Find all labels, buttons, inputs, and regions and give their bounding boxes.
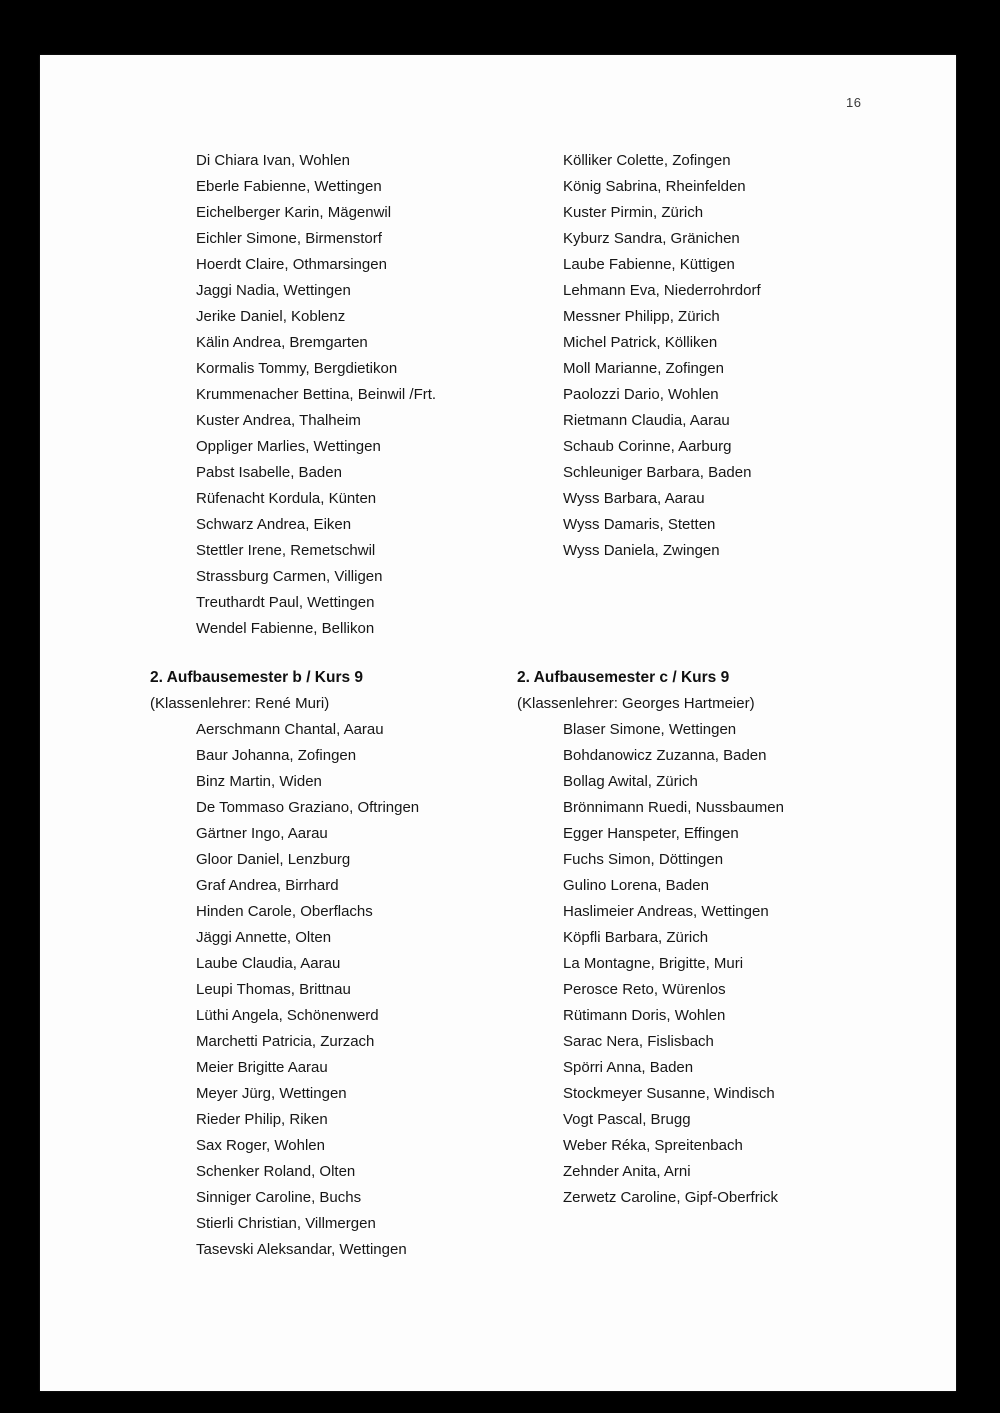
- list-item: Rieder Philip, Riken: [196, 1111, 328, 1128]
- list-item: De Tommaso Graziano, Oftringen: [196, 799, 420, 816]
- list-item: Michel Patrick, Kölliken: [563, 334, 718, 351]
- list-item: Messner Philipp, Zürich: [563, 308, 720, 325]
- list-item: Zehnder Anita, Arni: [563, 1163, 691, 1180]
- page-content: [150, 148, 884, 1263]
- list-item: Sinniger Caroline, Buchs: [196, 1189, 362, 1206]
- list-item: Graf Andrea, Birrhard: [196, 877, 339, 894]
- list-item: Perosce Reto, Würenlos: [563, 981, 726, 998]
- list-item: Meyer Jürg, Wettingen: [196, 1085, 347, 1102]
- section-heading-c: 2. Aufbausemester c / Kurs 9: [517, 669, 730, 686]
- list-item: Spörri Anna, Baden: [563, 1059, 694, 1076]
- list-item: Rietmann Claudia, Aarau: [563, 412, 730, 429]
- list-item: Kormalis Tommy, Bergdietikon: [196, 360, 398, 377]
- list-item: Kälin Andrea, Bremgarten: [196, 334, 368, 351]
- list-item: Aerschmann Chantal, Aarau: [196, 721, 384, 738]
- list-item: Eichler Simone, Birmenstorf: [196, 230, 382, 247]
- list-item: Schleuniger Barbara, Baden: [563, 464, 752, 481]
- section-aufbausemester-b: [150, 664, 517, 1263]
- list-item: Gärtner Ingo, Aarau: [196, 825, 328, 842]
- list-item: Wyss Barbara, Aarau: [563, 490, 705, 507]
- section-heading-b: 2. Aufbausemester b / Kurs 9: [150, 669, 364, 686]
- list-item: Egger Hanspeter, Effingen: [563, 825, 739, 842]
- list-item: Schaub Corinne, Aarburg: [563, 438, 732, 455]
- list-item: Köpfli Barbara, Zürich: [563, 929, 709, 946]
- list-item: Oppliger Marlies, Wettingen: [196, 438, 381, 455]
- list-item: La Montagne, Brigitte, Muri: [563, 955, 744, 972]
- list-item: Hinden Carole, Oberflachs: [196, 903, 373, 920]
- section-teacher-c: (Klassenlehrer: Georges Hartmeier): [517, 695, 755, 712]
- list-item: Sax Roger, Wohlen: [196, 1137, 325, 1154]
- list-item: Bohdanowicz Zuzanna, Baden: [563, 747, 767, 764]
- list-item: Eberle Fabienne, Wettingen: [196, 178, 382, 195]
- list-item: Vogt Pascal, Brugg: [563, 1111, 691, 1128]
- list-item: Wendel Fabienne, Bellikon: [196, 620, 375, 637]
- list-item: Jaggi Nadia, Wettingen: [196, 282, 351, 299]
- list-item: Sarac Nera, Fislisbach: [563, 1033, 714, 1050]
- list-item: Rüfenacht Kordula, Künten: [196, 490, 377, 507]
- list-item: Hoerdt Claire, Othmarsingen: [196, 256, 387, 273]
- list-item: Jerike Daniel, Koblenz: [196, 308, 346, 325]
- list-item: Di Chiara Ivan, Wohlen: [196, 152, 350, 169]
- list-item: Lehmann Eva, Niederrohrdorf: [563, 282, 761, 299]
- list-item: Kuster Pirmin, Zürich: [563, 204, 704, 221]
- list-item: Wyss Damaris, Stetten: [563, 516, 716, 533]
- list-item: Fuchs Simon, Döttingen: [563, 851, 724, 868]
- list-item: König Sabrina, Rheinfelden: [563, 178, 746, 195]
- section-aufbausemester-c: [517, 664, 884, 1263]
- list-item: Brönnimann Ruedi, Nussbaumen: [563, 799, 784, 816]
- list-item: Jäggi Annette, Olten: [196, 929, 332, 946]
- list-item: Blaser Simone, Wettingen: [563, 721, 737, 738]
- list-item: Laube Fabienne, Küttigen: [563, 256, 735, 273]
- scanned-document-page: [40, 55, 956, 1391]
- list-item: Meier Brigitte Aarau: [196, 1059, 328, 1076]
- list-item: Bollag Awital, Zürich: [563, 773, 698, 790]
- list-item: Krummenacher Bettina, Beinwil /Frt.: [196, 386, 437, 403]
- student-list-continued-left: [150, 148, 517, 642]
- list-item: Baur Johanna, Zofingen: [196, 747, 357, 764]
- page-number: 16: [846, 95, 862, 110]
- list-item: Pabst Isabelle, Baden: [196, 464, 342, 481]
- student-list-continued-right: [517, 148, 884, 642]
- list-item: Paolozzi Dario, Wohlen: [563, 386, 719, 403]
- list-item: Binz Martin, Widen: [196, 773, 322, 790]
- list-item: Rütimann Doris, Wohlen: [563, 1007, 726, 1024]
- list-item: Tasevski Aleksandar, Wettingen: [196, 1241, 407, 1258]
- list-item: Stockmeyer Susanne, Windisch: [563, 1085, 775, 1102]
- list-item: Gloor Daniel, Lenzburg: [196, 851, 351, 868]
- list-item: Kölliker Colette, Zofingen: [563, 152, 731, 169]
- list-item: Zerwetz Caroline, Gipf-Oberfrick: [563, 1189, 779, 1206]
- list-item: Gulino Lorena, Baden: [563, 877, 709, 894]
- list-item: Eichelberger Karin, Mägenwil: [196, 204, 392, 221]
- student-list-c: [517, 717, 884, 1211]
- list-item: Kyburz Sandra, Gränichen: [563, 230, 740, 247]
- list-item: Schwarz Andrea, Eiken: [196, 516, 352, 533]
- student-list-b: [150, 717, 517, 1263]
- list-item: Lüthi Angela, Schönenwerd: [196, 1007, 379, 1024]
- list-item: Treuthardt Paul, Wettingen: [196, 594, 375, 611]
- list-item: Moll Marianne, Zofingen: [563, 360, 724, 377]
- list-item: Marchetti Patricia, Zurzach: [196, 1033, 375, 1050]
- list-item: Stettler Irene, Remetschwil: [196, 542, 376, 559]
- list-item: Haslimeier Andreas, Wettingen: [563, 903, 769, 920]
- list-item: Schenker Roland, Olten: [196, 1163, 356, 1180]
- list-item: Laube Claudia, Aarau: [196, 955, 341, 972]
- list-item: Stierli Christian, Villmergen: [196, 1215, 376, 1232]
- section-teacher-b: (Klassenlehrer: René Muri): [150, 695, 330, 712]
- list-item: Weber Réka, Spreitenbach: [563, 1137, 743, 1154]
- list-item: Wyss Daniela, Zwingen: [563, 542, 720, 559]
- list-item: Leupi Thomas, Brittnau: [196, 981, 351, 998]
- list-item: Kuster Andrea, Thalheim: [196, 412, 361, 429]
- list-item: Strassburg Carmen, Villigen: [196, 568, 383, 585]
